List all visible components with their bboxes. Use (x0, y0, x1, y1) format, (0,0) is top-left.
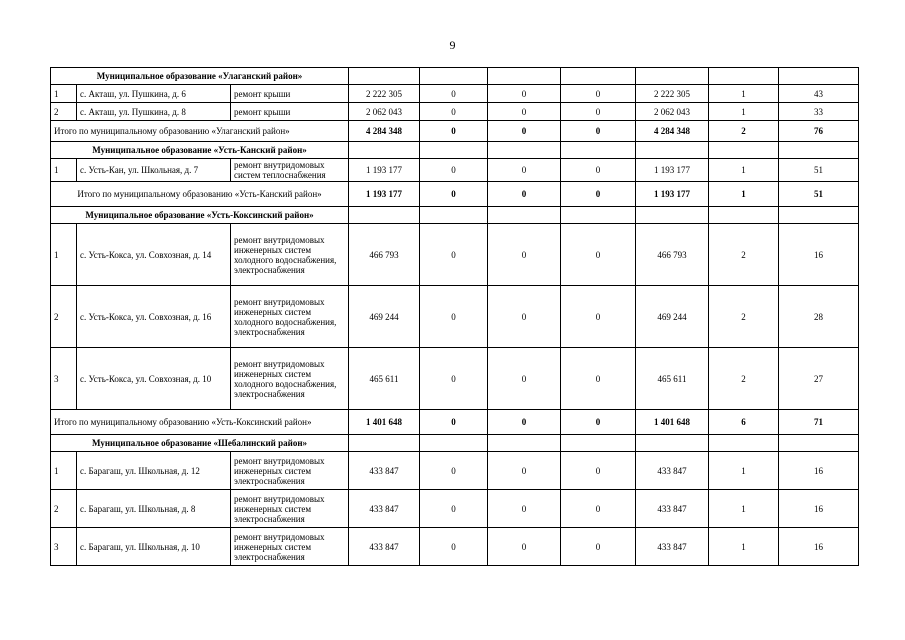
value-cell-v2: 0 (420, 490, 488, 528)
total-value-v2: 0 (420, 182, 488, 207)
section-title: Муниципальное образование «Шебалинский район» (51, 435, 349, 452)
total-value-v1: 1 193 177 (349, 182, 420, 207)
value-cell-v4: 0 (561, 348, 636, 410)
value-cell-v6: 2 (709, 348, 779, 410)
value-cell-v6: 1 (709, 528, 779, 566)
row-number: 1 (51, 85, 77, 103)
value-cell-v3: 0 (488, 348, 561, 410)
value-cell-v4: 0 (561, 286, 636, 348)
empty-cell (636, 68, 709, 85)
value-cell-v5: 433 847 (636, 490, 709, 528)
value-cell-v2: 0 (420, 286, 488, 348)
table-row (51, 286, 859, 348)
total-value-v1: 4 284 348 (349, 121, 420, 142)
empty-cell (349, 435, 420, 452)
section-title-row (51, 207, 859, 224)
value-cell-v6: 2 (709, 286, 779, 348)
value-cell-v4: 0 (561, 528, 636, 566)
table-row (51, 528, 859, 566)
empty-cell (779, 142, 859, 159)
total-value-v6: 1 (709, 182, 779, 207)
empty-cell (349, 68, 420, 85)
value-cell-v2: 0 (420, 159, 488, 182)
value-cell-v5: 469 244 (636, 286, 709, 348)
total-value-v7: 71 (779, 410, 859, 435)
table-row (51, 85, 859, 103)
total-value-v6: 6 (709, 410, 779, 435)
total-value-v1: 1 401 648 (349, 410, 420, 435)
empty-cell (488, 435, 561, 452)
table-row (51, 348, 859, 410)
empty-cell (349, 207, 420, 224)
value-cell-v6: 1 (709, 159, 779, 182)
value-cell-v5: 465 611 (636, 348, 709, 410)
total-value-v3: 0 (488, 410, 561, 435)
section-title: Муниципальное образование «Усть-Коксинский район» (51, 207, 349, 224)
total-value-v4: 0 (561, 410, 636, 435)
value-cell-v4: 0 (561, 490, 636, 528)
value-cell-v5: 466 793 (636, 224, 709, 286)
value-cell-v2: 0 (420, 452, 488, 490)
total-row (51, 121, 859, 142)
value-cell-v5: 1 193 177 (636, 159, 709, 182)
total-value-v3: 0 (488, 182, 561, 207)
value-cell-v6: 1 (709, 103, 779, 121)
value-cell-v1: 466 793 (349, 224, 420, 286)
value-cell-v1: 433 847 (349, 528, 420, 566)
value-cell-v4: 0 (561, 159, 636, 182)
total-value-v2: 0 (420, 121, 488, 142)
value-cell-v5: 433 847 (636, 452, 709, 490)
value-cell-v3: 0 (488, 528, 561, 566)
value-cell-v5: 433 847 (636, 528, 709, 566)
empty-cell (779, 207, 859, 224)
empty-cell (349, 142, 420, 159)
row-number: 3 (51, 348, 77, 410)
section-title: Муниципальное образование «Усть-Канский район» (51, 142, 349, 159)
work-type-cell: ремонт крыши (231, 85, 349, 103)
value-cell-v1: 2 062 043 (349, 103, 420, 121)
address-cell: с. Барагаш, ул. Школьная, д. 12 (77, 452, 231, 490)
empty-cell (561, 68, 636, 85)
empty-cell (636, 142, 709, 159)
work-type-cell: ремонт внутридомовых инженерных систем холодного водоснабжения, электроснабжения (231, 286, 349, 348)
total-label: Итого по муниципальному образованию «Усть-Канский район» (51, 182, 349, 207)
empty-cell (779, 435, 859, 452)
row-number: 3 (51, 528, 77, 566)
value-cell-v5: 2 222 305 (636, 85, 709, 103)
value-cell-v1: 1 193 177 (349, 159, 420, 182)
address-cell: с. Акташ, ул. Пушкина, д. 6 (77, 85, 231, 103)
address-cell: с. Барагаш, ул. Школьная, д. 8 (77, 490, 231, 528)
value-cell-v3: 0 (488, 85, 561, 103)
work-type-cell: ремонт крыши (231, 103, 349, 121)
empty-cell (709, 68, 779, 85)
table-row (51, 159, 859, 182)
value-cell-v7: 28 (779, 286, 859, 348)
total-label: Итого по муниципальному образованию «Улаганский район» (51, 121, 349, 142)
empty-cell (709, 435, 779, 452)
value-cell-v6: 1 (709, 490, 779, 528)
value-cell-v3: 0 (488, 103, 561, 121)
value-cell-v3: 0 (488, 159, 561, 182)
value-cell-v4: 0 (561, 103, 636, 121)
value-cell-v7: 16 (779, 528, 859, 566)
value-cell-v6: 2 (709, 224, 779, 286)
address-cell: с. Акташ, ул. Пушкина, д. 8 (77, 103, 231, 121)
table-row (51, 103, 859, 121)
table-row (51, 490, 859, 528)
table-row (51, 452, 859, 490)
value-cell-v3: 0 (488, 224, 561, 286)
value-cell-v3: 0 (488, 490, 561, 528)
row-number: 2 (51, 286, 77, 348)
empty-cell (561, 207, 636, 224)
address-cell: с. Усть-Кокса, ул. Совхозная, д. 10 (77, 348, 231, 410)
work-type-cell: ремонт внутридомовых инженерных систем холодного водоснабжения, электроснабжения (231, 224, 349, 286)
empty-cell (420, 435, 488, 452)
value-cell-v4: 0 (561, 452, 636, 490)
total-value-v7: 76 (779, 121, 859, 142)
value-cell-v7: 16 (779, 224, 859, 286)
value-cell-v2: 0 (420, 528, 488, 566)
empty-cell (779, 68, 859, 85)
table-row (51, 224, 859, 286)
empty-cell (561, 435, 636, 452)
total-value-v5: 1 193 177 (636, 182, 709, 207)
empty-cell (561, 142, 636, 159)
empty-cell (636, 207, 709, 224)
total-row (51, 410, 859, 435)
total-value-v4: 0 (561, 182, 636, 207)
empty-cell (488, 142, 561, 159)
work-type-cell: ремонт внутридомовых инженерных систем электроснабжения (231, 528, 349, 566)
empty-cell (636, 435, 709, 452)
empty-cell (488, 207, 561, 224)
total-value-v3: 0 (488, 121, 561, 142)
total-value-v2: 0 (420, 410, 488, 435)
value-cell-v7: 16 (779, 452, 859, 490)
work-type-cell: ремонт внутридомовых инженерных систем холодного водоснабжения, электроснабжения (231, 348, 349, 410)
empty-cell (709, 207, 779, 224)
address-cell: с. Барагаш, ул. Школьная, д. 10 (77, 528, 231, 566)
value-cell-v4: 0 (561, 85, 636, 103)
total-value-v5: 1 401 648 (636, 410, 709, 435)
row-number: 1 (51, 224, 77, 286)
row-number: 2 (51, 103, 77, 121)
value-cell-v4: 0 (561, 224, 636, 286)
value-cell-v1: 465 611 (349, 348, 420, 410)
section-title-row (51, 435, 859, 452)
total-label: Итого по муниципальному образованию «Усть-Коксинский район» (51, 410, 349, 435)
value-cell-v1: 433 847 (349, 452, 420, 490)
empty-cell (420, 142, 488, 159)
row-number: 1 (51, 452, 77, 490)
total-value-v6: 2 (709, 121, 779, 142)
empty-cell (488, 68, 561, 85)
value-cell-v1: 2 222 305 (349, 85, 420, 103)
value-cell-v2: 0 (420, 224, 488, 286)
value-cell-v1: 433 847 (349, 490, 420, 528)
value-cell-v7: 33 (779, 103, 859, 121)
value-cell-v7: 16 (779, 490, 859, 528)
value-cell-v7: 43 (779, 85, 859, 103)
row-number: 1 (51, 159, 77, 182)
row-number: 2 (51, 490, 77, 528)
work-type-cell: ремонт внутридомовых систем теплоснабжения (231, 159, 349, 182)
address-cell: с. Усть-Кокса, ул. Совхозная, д. 16 (77, 286, 231, 348)
total-value-v4: 0 (561, 121, 636, 142)
address-cell: с. Усть-Кокса, ул. Совхозная, д. 14 (77, 224, 231, 286)
empty-cell (709, 142, 779, 159)
work-type-cell: ремонт внутридомовых инженерных систем электроснабжения (231, 452, 349, 490)
value-cell-v2: 0 (420, 85, 488, 103)
value-cell-v6: 1 (709, 85, 779, 103)
section-title-row (51, 142, 859, 159)
value-cell-v2: 0 (420, 348, 488, 410)
value-cell-v7: 27 (779, 348, 859, 410)
value-cell-v2: 0 (420, 103, 488, 121)
page-number: 9 (449, 38, 456, 52)
value-cell-v3: 0 (488, 286, 561, 348)
work-type-cell: ремонт внутридомовых инженерных систем электроснабжения (231, 490, 349, 528)
value-cell-v1: 469 244 (349, 286, 420, 348)
total-value-v7: 51 (779, 182, 859, 207)
value-cell-v5: 2 062 043 (636, 103, 709, 121)
section-title: Муниципальное образование «Улаганский район» (51, 68, 349, 85)
section-title-row (51, 68, 859, 85)
value-cell-v6: 1 (709, 452, 779, 490)
value-cell-v7: 51 (779, 159, 859, 182)
total-value-v5: 4 284 348 (636, 121, 709, 142)
empty-cell (420, 207, 488, 224)
housing-repair-table (50, 67, 859, 566)
empty-cell (420, 68, 488, 85)
total-row (51, 182, 859, 207)
address-cell: с. Усть-Кан, ул. Школьная, д. 7 (77, 159, 231, 182)
value-cell-v3: 0 (488, 452, 561, 490)
